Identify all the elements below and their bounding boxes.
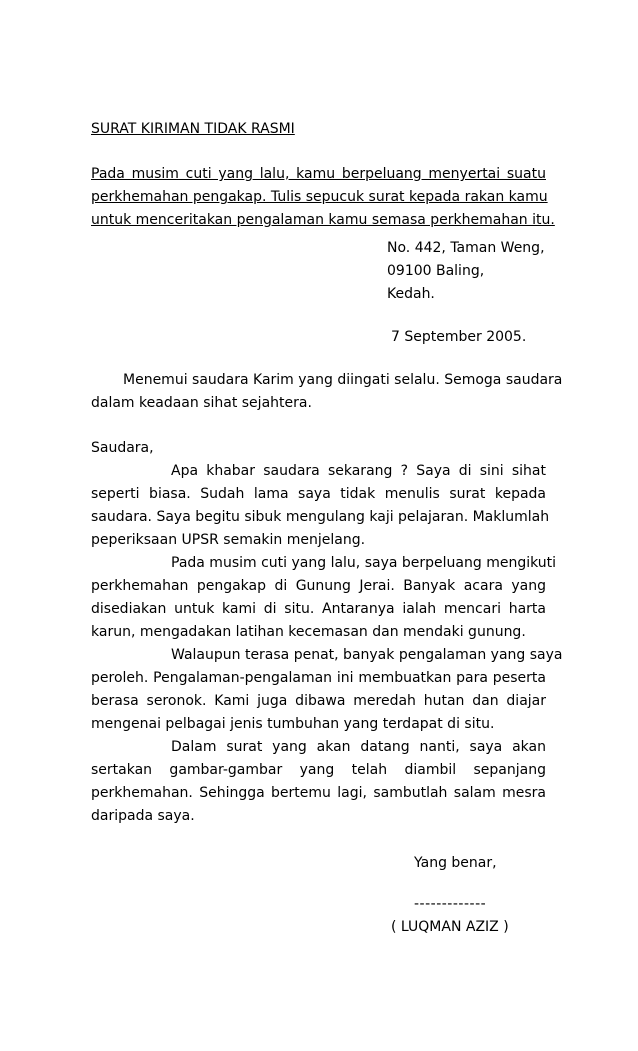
body-line: peperiksaan UPSR semakin menjelang.: [91, 532, 366, 548]
address-line: No. 442, Taman Weng,: [387, 240, 545, 256]
body-line: disediakan untuk kami di situ. Antaranya ialah mencari harta: [91, 601, 546, 617]
salutation: [91, 437, 546, 460]
sender-address: [387, 237, 546, 306]
task-instructions: [91, 163, 555, 232]
body-line: saudara. Saya begitu sibuk mengulang kaji pelajaran. Maklumlah: [91, 509, 550, 525]
address-line: Kedah.: [387, 286, 435, 302]
signature-line: [414, 893, 546, 916]
paragraph-3: [91, 644, 563, 736]
body-line: Dalam surat yang akan datang nanti, saya akan: [171, 739, 546, 755]
task-line: perkhemahan pengakap. Tulis sepucuk surat kepada rakan kamu: [91, 189, 548, 205]
closing: [414, 852, 546, 875]
greeting-line: dalam keadaan sihat sejahtera.: [91, 395, 312, 411]
letter-page: [91, 118, 563, 939]
paragraph-2: [91, 552, 557, 644]
body-line: perkhemahan pengakap di Gunung Jerai. Banyak acara yang: [91, 578, 546, 594]
signer-text: ( LUQMAN AZIZ ): [391, 919, 509, 935]
letter-title: SURAT KIRIMAN TIDAK RASMI: [91, 121, 295, 137]
body-line: berasa seronok. Kami juga dibawa meredah hutan dan diajar: [91, 693, 546, 709]
signature-dashes: -------------: [414, 896, 487, 912]
salutation-text: Saudara,: [91, 440, 154, 456]
greeting: [91, 369, 563, 415]
body-line: seperti biasa. Sudah lama saya tidak menulis surat kepada: [91, 486, 546, 502]
body-line: Pada musim cuti yang lalu, saya berpeluang mengikuti: [171, 555, 557, 571]
address-line: 09100 Baling,: [387, 263, 485, 279]
greeting-line: Menemui saudara Karim yang diingati selalu. Semoga saudara: [123, 372, 563, 388]
task-line: untuk menceritakan pengalaman kamu semasa perkhemahan itu.: [91, 212, 555, 228]
task-line: Pada musim cuti yang lalu, kamu berpeluang menyertai suatu: [91, 166, 546, 182]
paragraph-4: [91, 736, 546, 828]
body-line: Apa khabar saudara sekarang ? Saya di sini sihat: [171, 463, 546, 479]
letter-date: [391, 326, 546, 349]
closing-text: Yang benar,: [414, 855, 497, 871]
body-line: peroleh. Pengalaman-pengalaman ini membuatkan para peserta: [91, 670, 546, 686]
body-line: daripada saya.: [91, 808, 195, 824]
body-line: sertakan gambar-gambar yang telah diambil sepanjang: [91, 762, 546, 778]
signer-name: [391, 916, 546, 939]
body-line: perkhemahan. Sehingga bertemu lagi, sambutlah salam mesra: [91, 785, 546, 801]
paragraph-1: [91, 460, 550, 552]
body-line: karun, mengadakan latihan kecemasan dan mendaki gunung.: [91, 624, 526, 640]
body-line: mengenai pelbagai jenis tumbuhan yang terdapat di situ.: [91, 716, 495, 732]
body-line: Walaupun terasa penat, banyak pengalaman yang saya: [171, 647, 563, 663]
date-text: 7 September 2005.: [391, 329, 527, 345]
